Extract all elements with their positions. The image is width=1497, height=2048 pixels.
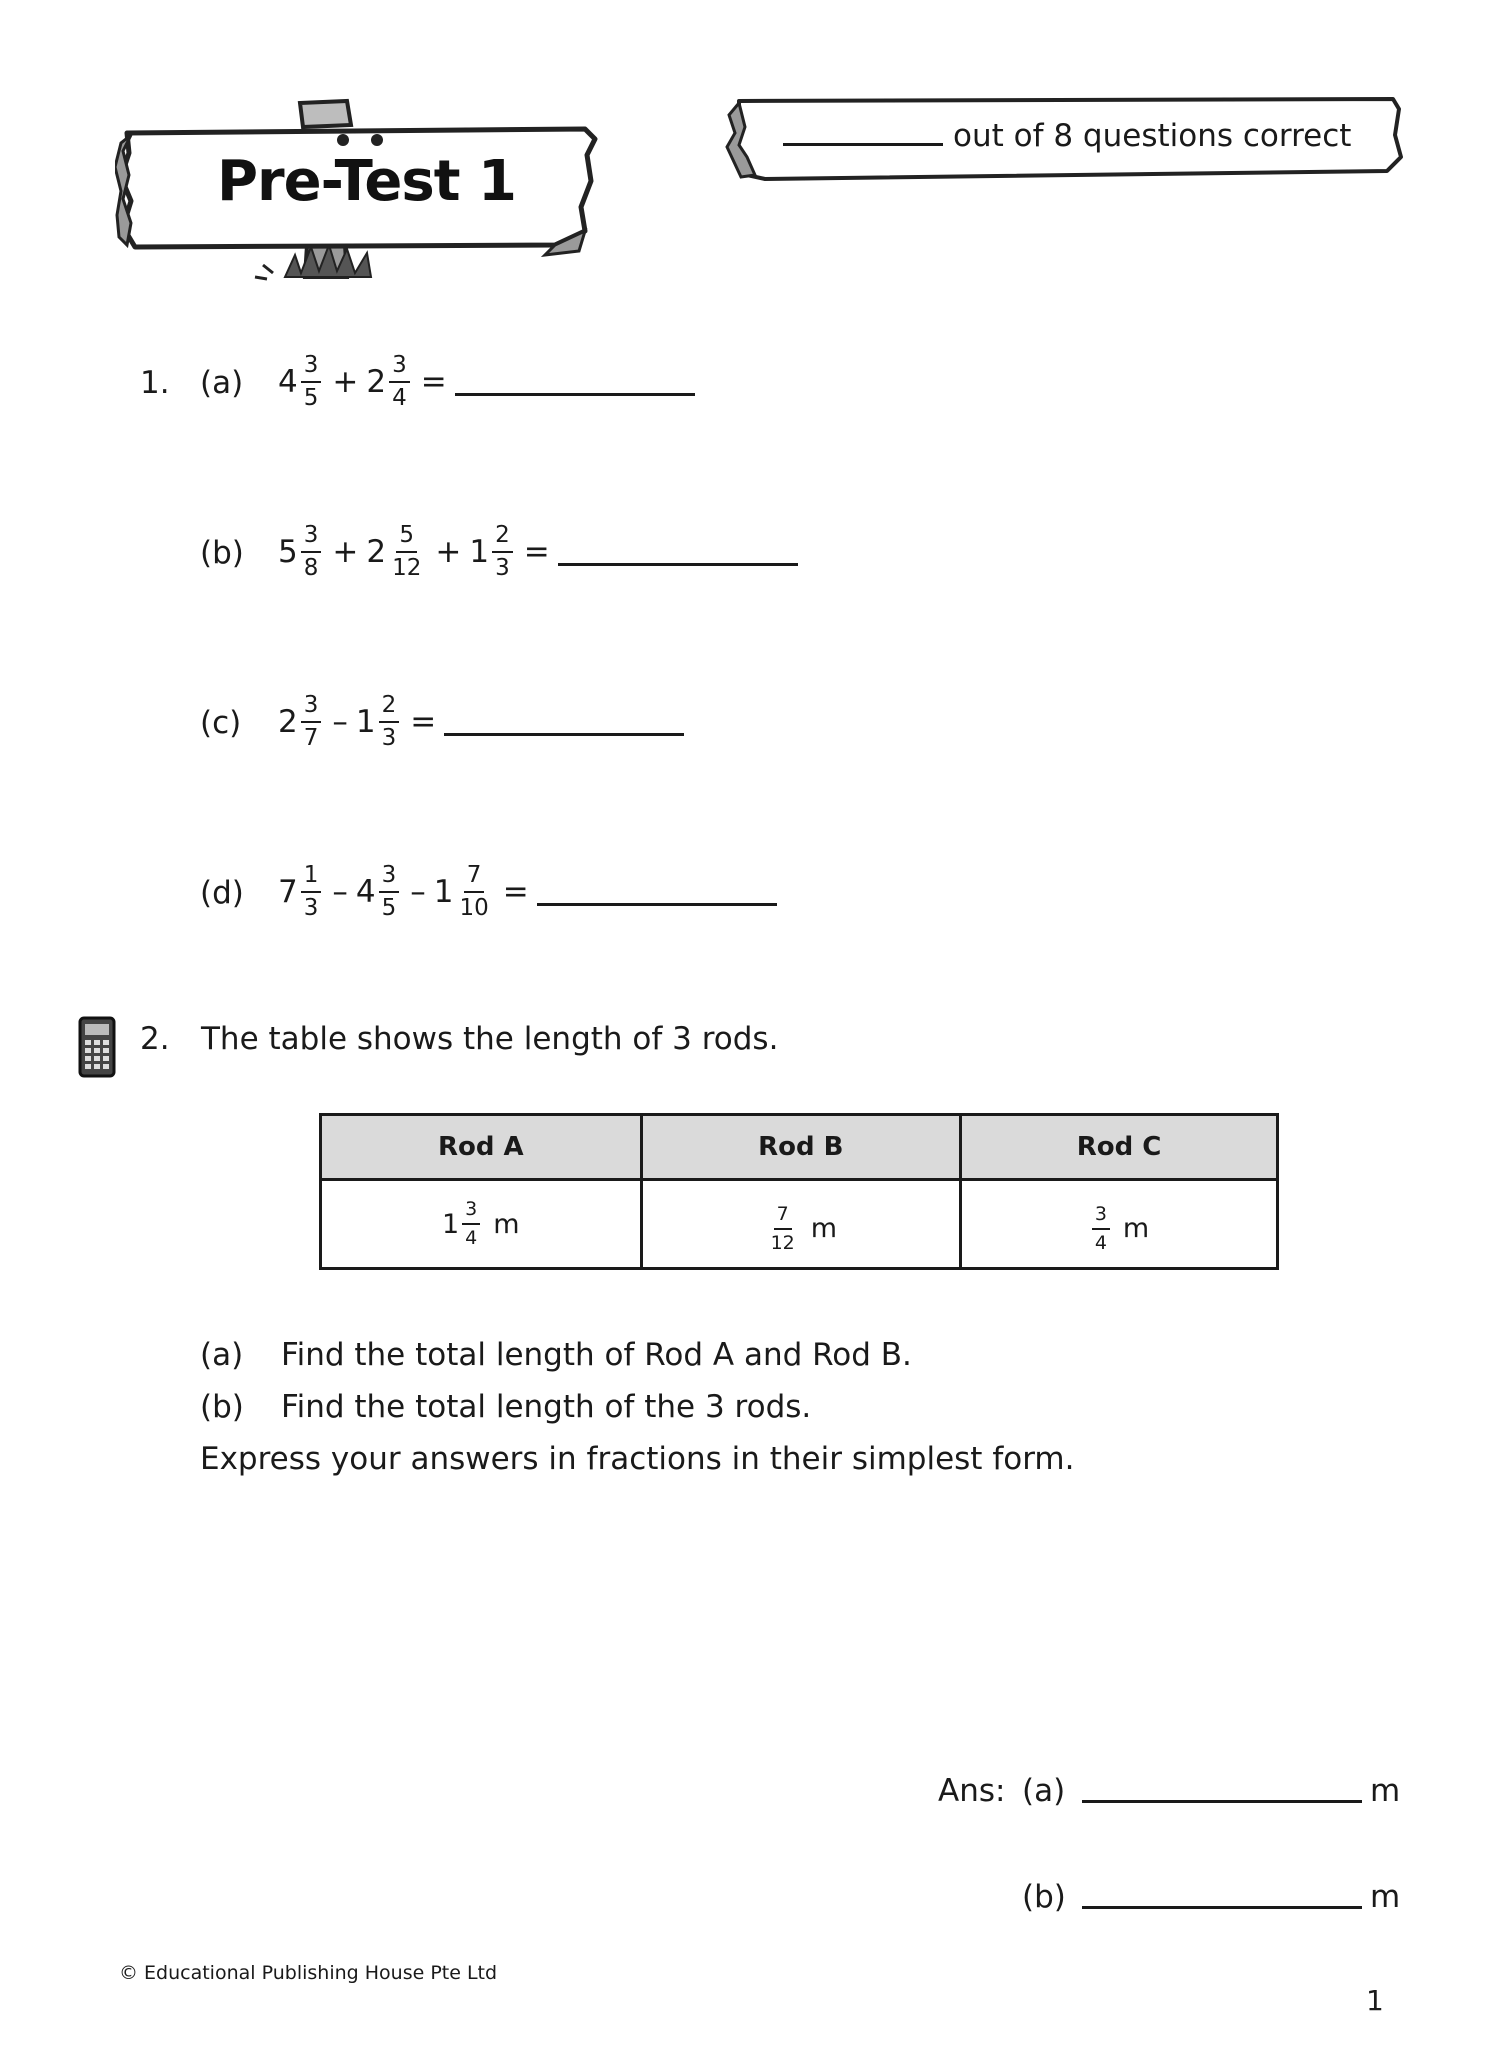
numerator: 3 <box>379 864 400 893</box>
denominator: 10 <box>459 895 489 921</box>
question-1-part-label: (b) <box>200 535 244 571</box>
table-cell-rod-b <box>641 1180 961 1269</box>
denominator: 12 <box>392 555 422 581</box>
unit: m <box>493 1208 520 1240</box>
whole-number: 7 <box>278 874 298 910</box>
equals-sign: = <box>523 534 550 570</box>
numerator: 3 <box>301 354 322 383</box>
fraction <box>492 524 513 580</box>
score-banner <box>725 95 1405 187</box>
denominator: 5 <box>381 895 397 921</box>
answer-b-unit: m <box>1370 1879 1401 1915</box>
fraction <box>389 354 410 410</box>
question-2-number: 2. <box>140 1021 170 1057</box>
table-header-row <box>321 1115 1278 1180</box>
answer-blank[interactable] <box>537 903 777 906</box>
operator: + <box>435 534 462 570</box>
numerator: 3 <box>301 524 322 553</box>
answer-a-label: (a) <box>1022 1773 1066 1809</box>
question-1-expression <box>278 354 695 410</box>
instruction-text: Express your answers in fractions in their simplest form. <box>200 1441 1075 1477</box>
operator: – <box>410 874 426 910</box>
whole-number: 4 <box>355 874 376 910</box>
whole-number: 1 <box>433 874 454 910</box>
fraction <box>768 1202 798 1254</box>
whole-number: 2 <box>278 704 298 740</box>
question-1-number: 1. <box>140 365 170 401</box>
denominator: 4 <box>465 1227 478 1249</box>
whole-number: 1 <box>441 1208 460 1240</box>
equals-sign: = <box>502 874 529 910</box>
denominator: 4 <box>1094 1231 1107 1254</box>
answer-a-unit: m <box>1370 1773 1401 1809</box>
calculator-icon <box>78 1016 116 1082</box>
question-1-expression <box>278 524 798 580</box>
part-b-label: (b) <box>200 1389 244 1425</box>
equals-sign: = <box>420 364 447 400</box>
fraction <box>301 694 322 750</box>
page-title: Pre-Test 1 <box>217 149 516 214</box>
answer-b-label: (b) <box>1022 1879 1066 1915</box>
table-header-cell: Rod A <box>321 1115 642 1180</box>
fraction <box>301 524 322 580</box>
numerator: 7 <box>774 1205 792 1230</box>
denominator: 4 <box>392 385 407 411</box>
numerator: 2 <box>379 694 400 723</box>
denominator: 3 <box>495 555 510 581</box>
fraction <box>462 1200 480 1248</box>
rod-length-table <box>319 1113 1279 1270</box>
score-text: out of 8 questions correct <box>953 118 1352 154</box>
table-header-cell: Rod C <box>961 1115 1278 1180</box>
whole-number: 1 <box>355 704 376 740</box>
page-number: 1 <box>1366 1984 1384 2017</box>
denominator: 8 <box>303 555 319 581</box>
numerator: 3 <box>389 354 410 383</box>
question-1-part-label: (a) <box>200 365 244 401</box>
question-1-part-label: (d) <box>200 875 244 911</box>
denominator: 3 <box>303 895 319 921</box>
numerator: 3 <box>1092 1205 1110 1230</box>
fraction <box>301 864 322 920</box>
question-2-prompt: The table shows the length of 3 rods. <box>201 1021 779 1057</box>
whole-number: 4 <box>278 364 298 400</box>
denominator: 5 <box>303 385 319 411</box>
operator: + <box>332 534 359 570</box>
answer-blank[interactable] <box>558 563 798 566</box>
table-cell-rod-c <box>961 1180 1278 1269</box>
denominator: 3 <box>381 725 397 751</box>
numerator: 1 <box>301 864 322 893</box>
unit: m <box>810 1213 838 1244</box>
fraction <box>389 524 424 580</box>
denominator: 7 <box>303 725 319 751</box>
operator: – <box>332 704 348 740</box>
score-blank[interactable] <box>783 143 943 146</box>
fraction <box>1092 1202 1110 1254</box>
denominator: 12 <box>770 1231 795 1254</box>
question-1-expression <box>278 694 684 750</box>
answer-blank[interactable] <box>444 733 684 736</box>
copyright-text: © Educational Publishing House Pte Ltd <box>119 1962 498 1984</box>
fraction <box>379 694 400 750</box>
whole-number: 5 <box>278 534 298 570</box>
part-a-text: Find the total length of Rod A and Rod B. <box>281 1337 912 1373</box>
part-b-text: Find the total length of the 3 rods. <box>281 1389 812 1425</box>
answer-label: Ans: <box>938 1773 1006 1809</box>
numerator: 2 <box>492 524 513 553</box>
numerator: 3 <box>462 1200 480 1225</box>
fraction <box>456 864 491 920</box>
numerator: 3 <box>301 694 322 723</box>
table-header-cell: Rod B <box>641 1115 961 1180</box>
operator: – <box>332 874 348 910</box>
whole-number: 1 <box>469 534 490 570</box>
whole-number: 2 <box>366 364 387 400</box>
fraction <box>301 354 322 410</box>
whole-number: 2 <box>366 534 387 570</box>
numerator: 5 <box>396 524 417 553</box>
answer-blank[interactable] <box>455 393 695 396</box>
title-sign <box>115 95 605 285</box>
answer-a-blank[interactable] <box>1082 1800 1362 1803</box>
operator: + <box>332 364 359 400</box>
fraction <box>379 864 400 920</box>
question-1-expression <box>278 864 777 920</box>
part-a-label: (a) <box>200 1337 244 1373</box>
unit: m <box>1122 1213 1150 1244</box>
equals-sign: = <box>410 704 437 740</box>
table-cell-rod-a <box>321 1180 642 1269</box>
numerator: 7 <box>464 864 485 893</box>
table-row <box>321 1180 1278 1269</box>
answer-b-blank[interactable] <box>1082 1906 1362 1909</box>
question-1-part-label: (c) <box>200 705 242 741</box>
